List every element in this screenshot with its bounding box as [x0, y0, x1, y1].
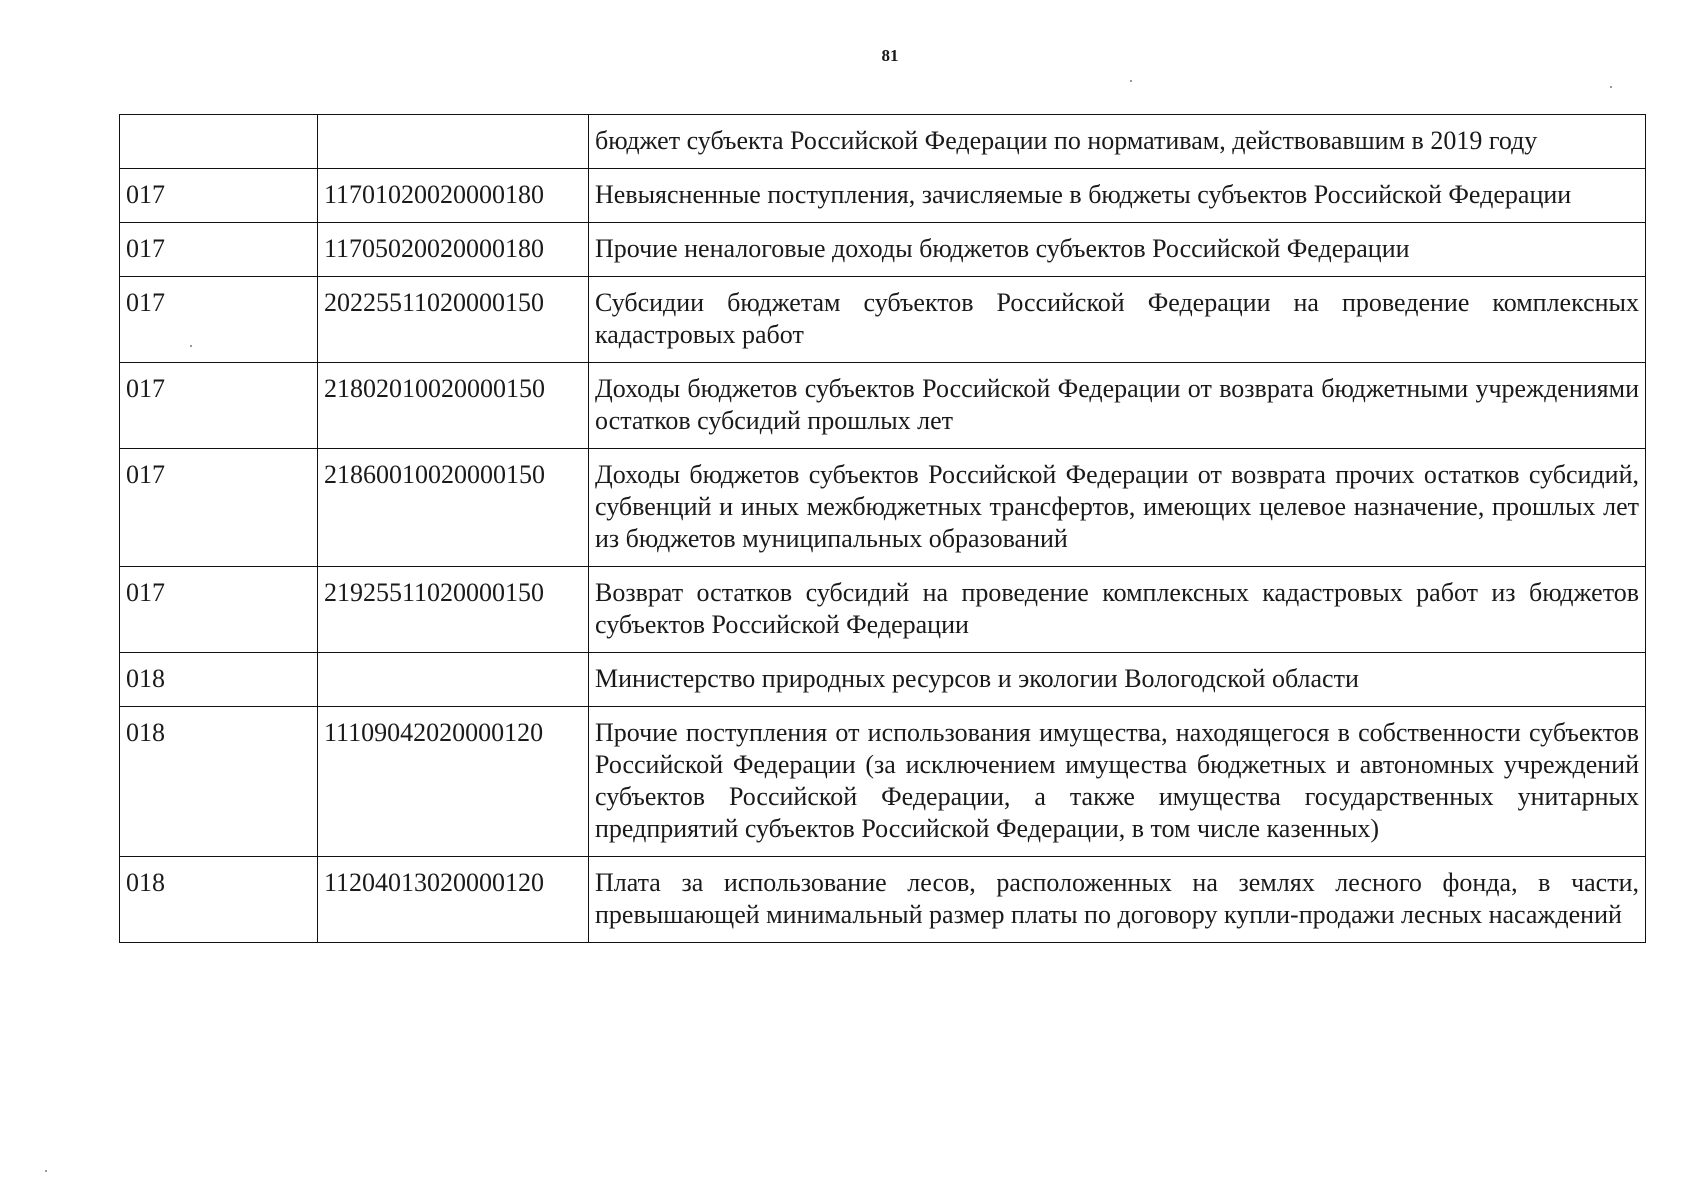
admin-code-cell: 017	[120, 567, 318, 653]
admin-code-cell: 017	[120, 169, 318, 223]
admin-code-cell: 017	[120, 363, 318, 449]
revenue-name-cell: Невыясненные поступления, зачисляемые в бюджеты субъектов Российской Федерации	[589, 169, 1646, 223]
revenue-code-cell: 21802010020000150	[318, 363, 589, 449]
revenue-name-cell: Прочие поступления от использования имущества, находящегося в собственности субъектов Российской Федерации (за исключением имущества бюджетных и автономных учреждений субъектов Российской Федерации, а также имущества государственных унитарных предприятий субъектов Российской Федерации, в том числе казенных)	[589, 707, 1646, 857]
table-row	[120, 277, 1646, 363]
admin-code-cell	[120, 115, 318, 169]
revenue-code-cell: 20225511020000150	[318, 277, 589, 363]
admin-code-cell: 017	[120, 223, 318, 277]
revenue-name-cell: Плата за использование лесов, расположенных на землях лесного фонда, в части, превышающей минимальный размер платы по договору купли-продажи лесных насаждений	[589, 857, 1646, 943]
revenue-code-cell	[318, 653, 589, 707]
revenue-name-cell: Субсидии бюджетам субъектов Российской Федерации на проведение комплексных кадастровых работ	[589, 277, 1646, 363]
revenue-code-cell: 21860010020000150	[318, 449, 589, 567]
admin-code-cell: 018	[120, 707, 318, 857]
scan-speck	[45, 1170, 47, 1172]
admin-code-cell: 017	[120, 277, 318, 363]
revenue-codes-table	[119, 114, 1646, 943]
revenue-code-cell	[318, 115, 589, 169]
table-row	[120, 567, 1646, 653]
table-row	[120, 169, 1646, 223]
table-row	[120, 115, 1646, 169]
revenue-code-cell: 11204013020000120	[318, 857, 589, 943]
table-row	[120, 707, 1646, 857]
scan-speck	[1610, 86, 1612, 88]
scan-speck	[190, 345, 192, 347]
table-row	[120, 857, 1646, 943]
table-row	[120, 363, 1646, 449]
admin-code-cell: 017	[120, 449, 318, 567]
revenue-code-cell: 11109042020000120	[318, 707, 589, 857]
revenue-name-cell: Прочие неналоговые доходы бюджетов субъектов Российской Федерации	[589, 223, 1646, 277]
table-row	[120, 449, 1646, 567]
revenue-code-cell: 21925511020000150	[318, 567, 589, 653]
revenue-name-cell: Доходы бюджетов субъектов Российской Федерации от возврата бюджетными учреждениями остатков субсидий прошлых лет	[589, 363, 1646, 449]
revenue-name-cell: Доходы бюджетов субъектов Российской Федерации от возврата прочих остатков субсидий, субвенций и иных межбюджетных трансфертов, имеющих целевое назначение, прошлых лет из бюджетов муниципальных образований	[589, 449, 1646, 567]
revenue-name-cell: бюджет субъекта Российской Федерации по нормативам, действовавшим в 2019 году	[589, 115, 1646, 169]
revenue-code-cell: 11705020020000180	[318, 223, 589, 277]
table-row	[120, 223, 1646, 277]
scan-speck	[1130, 80, 1132, 82]
revenue-name-cell: Министерство природных ресурсов и экологии Вологодской области	[589, 653, 1646, 707]
revenue-code-cell: 11701020020000180	[318, 169, 589, 223]
page-number: 81	[881, 46, 899, 65]
revenue-name-cell: Возврат остатков субсидий на проведение комплексных кадастровых работ из бюджетов субъектов Российской Федерации	[589, 567, 1646, 653]
admin-code-cell: 018	[120, 653, 318, 707]
table-row	[120, 653, 1646, 707]
admin-code-cell: 018	[120, 857, 318, 943]
